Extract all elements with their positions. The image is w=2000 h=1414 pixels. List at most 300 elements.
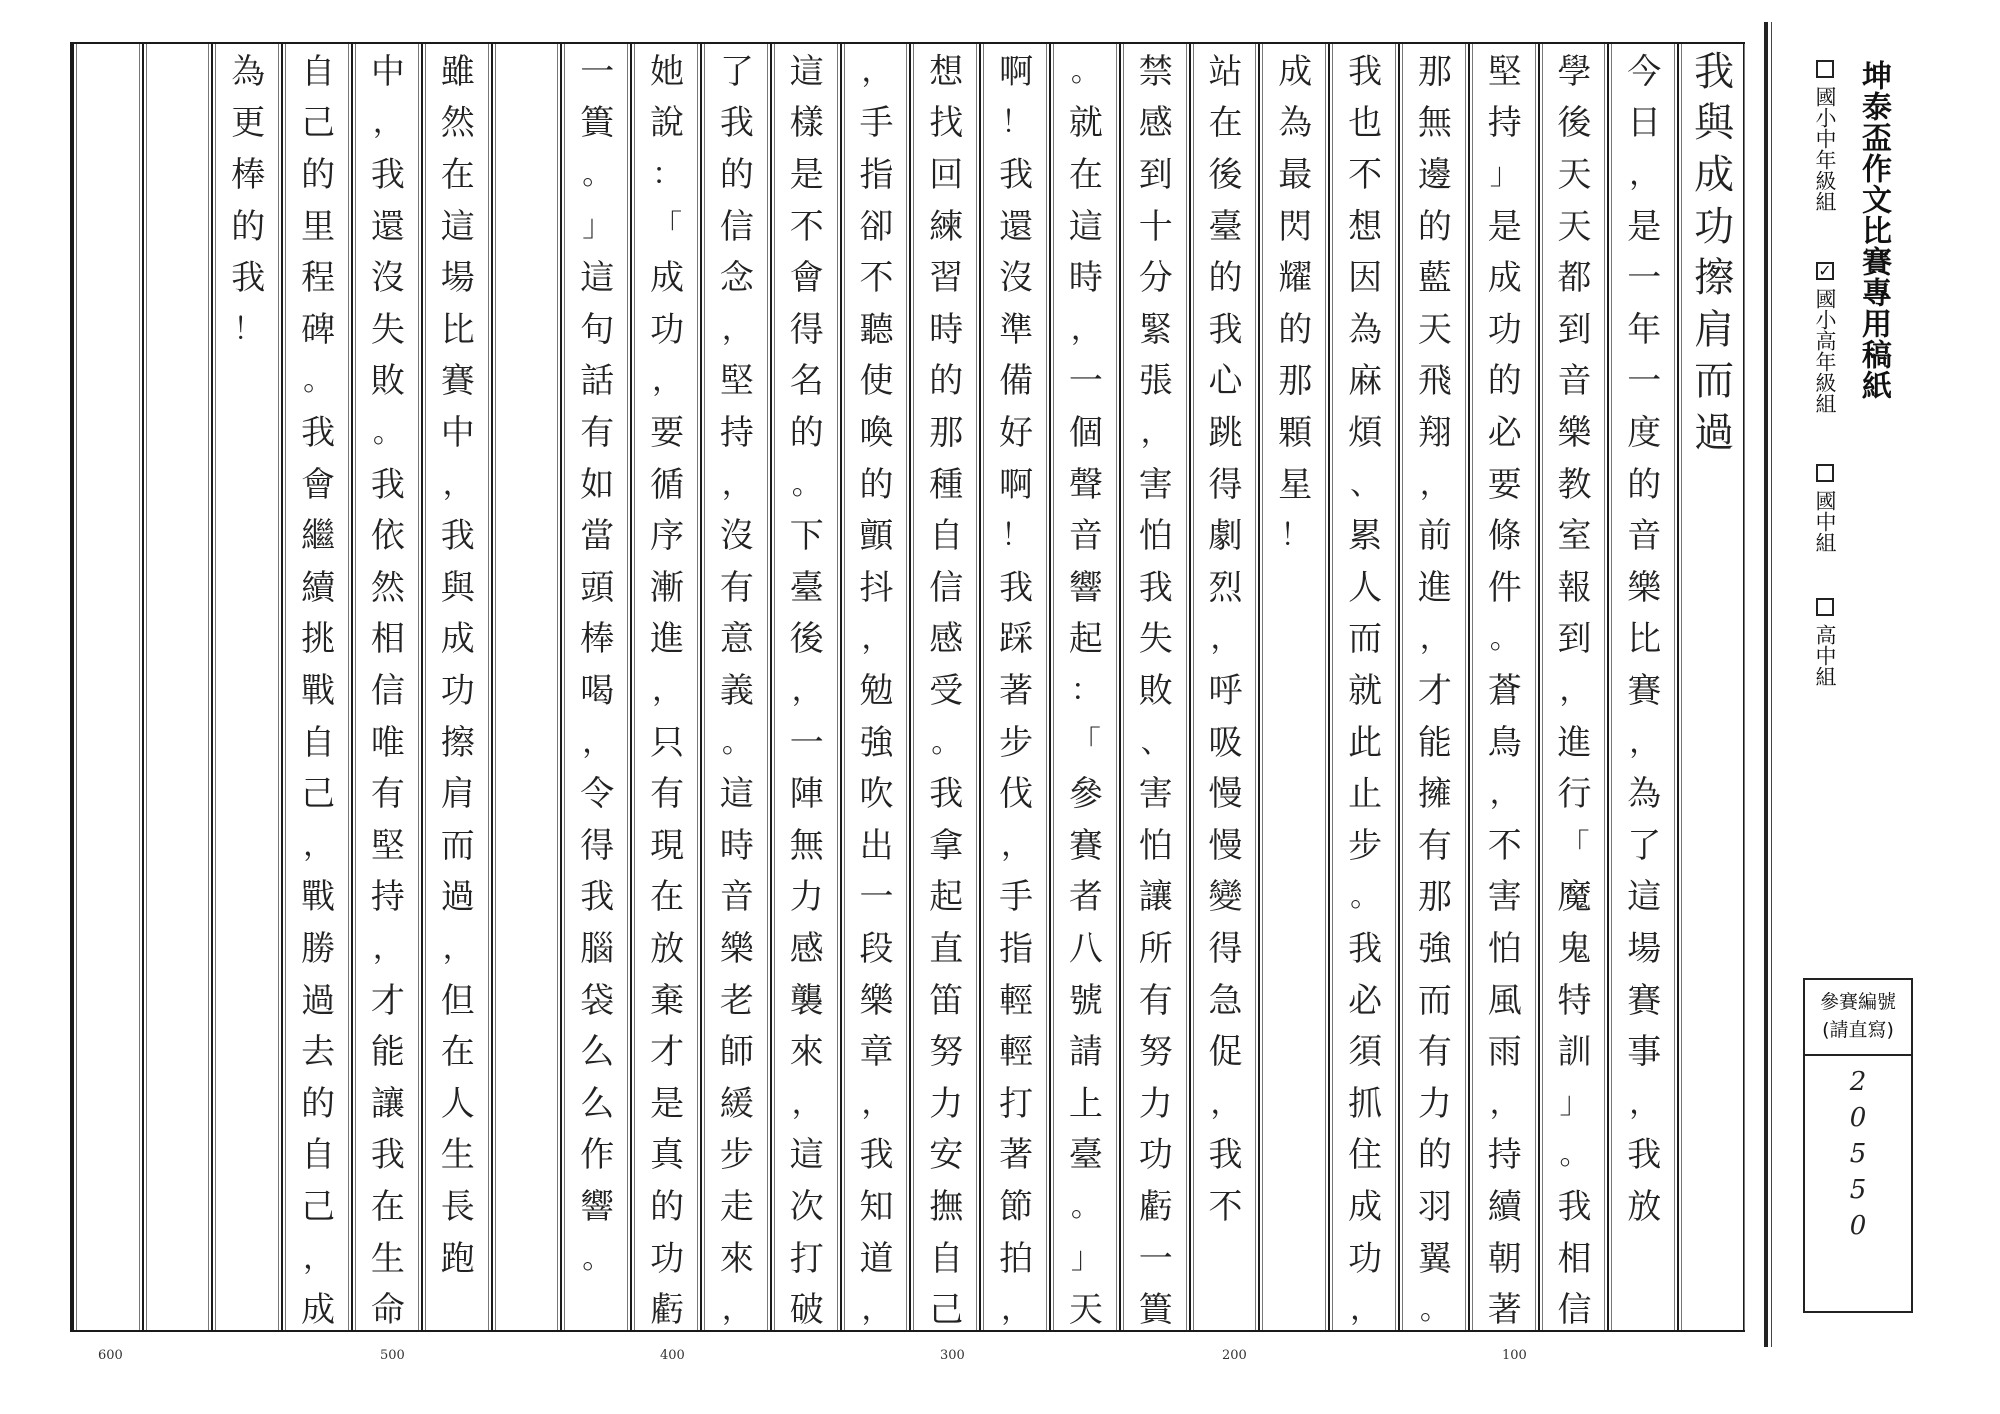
character-cell: 才 bbox=[370, 980, 405, 1021]
character-cell: 與 bbox=[440, 567, 475, 608]
character-cell: 練 bbox=[929, 206, 964, 247]
character-cell: 信 bbox=[929, 567, 964, 608]
character-cell: 有 bbox=[719, 567, 754, 608]
character-cell: 我 bbox=[370, 464, 405, 505]
character-cell: 。 bbox=[721, 724, 752, 760]
character-cell: 努 bbox=[1138, 1032, 1173, 1073]
character-cell: 年 bbox=[1627, 309, 1662, 350]
scale-label: 400 bbox=[660, 1348, 685, 1363]
character-cell: 抖 bbox=[859, 567, 894, 608]
character-cell: 要 bbox=[1487, 464, 1522, 505]
character-cell: ， bbox=[1210, 1085, 1241, 1121]
character-cell: 的 bbox=[301, 154, 336, 195]
character-cell: ， bbox=[1489, 1085, 1520, 1121]
character-cell: 我 bbox=[859, 1135, 894, 1176]
character-cell: 時 bbox=[719, 825, 754, 866]
character-cell: 。 bbox=[1489, 621, 1520, 657]
checkbox-senior-high[interactable] bbox=[1816, 598, 1834, 616]
character-cell: 了 bbox=[1627, 825, 1662, 866]
character-cell: 十 bbox=[1138, 206, 1173, 247]
character-cell: 我 bbox=[580, 877, 615, 918]
character-cell: 的 bbox=[1208, 258, 1243, 299]
character-cell: 持 bbox=[370, 877, 405, 918]
character-cell: 著 bbox=[999, 1135, 1034, 1176]
character-cell: 不 bbox=[1348, 154, 1383, 195]
character-cell: 樂 bbox=[1557, 412, 1592, 453]
character-cell: 我 bbox=[1557, 1186, 1592, 1227]
character-cell: 習 bbox=[929, 258, 964, 299]
character-cell: 必 bbox=[1487, 412, 1522, 453]
character-cell: 破 bbox=[789, 1290, 824, 1331]
character-cell: 也 bbox=[1348, 103, 1383, 144]
character-cell: 的 bbox=[301, 1083, 336, 1124]
character-cell: 變 bbox=[1208, 877, 1243, 918]
character-cell: 然 bbox=[440, 103, 475, 144]
character-cell: 無 bbox=[789, 825, 824, 866]
character-cell: 功 bbox=[1694, 203, 1735, 250]
character-cell: 而 bbox=[1694, 358, 1735, 405]
entry-number-value bbox=[1805, 1064, 1911, 1244]
character-cell: 的 bbox=[859, 464, 894, 505]
character-cell: 著 bbox=[999, 670, 1034, 711]
character-cell: 成 bbox=[1487, 258, 1522, 299]
character-cell: 來 bbox=[789, 1032, 824, 1073]
character-cell: 促 bbox=[1208, 1032, 1243, 1073]
character-cell: 比 bbox=[440, 309, 475, 350]
character-cell: 雖 bbox=[440, 51, 475, 92]
character-cell: 擦 bbox=[1694, 255, 1735, 302]
character-cell: 為 bbox=[231, 51, 266, 92]
character-cell: 那 bbox=[1278, 361, 1313, 402]
character-cell: 但 bbox=[440, 980, 475, 1021]
entry-number-digit: 5 bbox=[1849, 1139, 1867, 1169]
character-cell: 己 bbox=[301, 774, 336, 815]
character-cell: 才 bbox=[1417, 670, 1452, 711]
character-cell: 這 bbox=[789, 51, 824, 92]
character-cell: 。 bbox=[1559, 1137, 1590, 1173]
character-cell: 有 bbox=[370, 774, 405, 815]
character-cell: 得 bbox=[789, 309, 824, 350]
character-cell: 緩 bbox=[719, 1083, 754, 1124]
character-cell: 就 bbox=[1348, 670, 1383, 711]
character-cell: 笛 bbox=[929, 980, 964, 1021]
character-cell: 害 bbox=[1138, 464, 1173, 505]
character-cell: 緊 bbox=[1138, 309, 1173, 350]
character-cell: 還 bbox=[999, 206, 1034, 247]
character-cell: ， bbox=[1629, 156, 1660, 192]
character-cell: 我 bbox=[231, 258, 266, 299]
character-cell: 我 bbox=[1208, 309, 1243, 350]
character-cell: ， bbox=[442, 466, 473, 502]
character-cell: 就 bbox=[1068, 103, 1103, 144]
character-cell: ， bbox=[791, 1085, 822, 1121]
character-cell: 步 bbox=[1348, 825, 1383, 866]
column-guide-line bbox=[557, 44, 558, 1330]
character-cell: 能 bbox=[1417, 722, 1452, 763]
character-cell: 次 bbox=[789, 1186, 824, 1227]
character-cell: 煩 bbox=[1348, 412, 1383, 453]
character-cell: 力 bbox=[1417, 1083, 1452, 1124]
character-cell: 現 bbox=[650, 825, 685, 866]
character-cell: 功 bbox=[650, 309, 685, 350]
option-junior-high[interactable] bbox=[1810, 464, 1840, 553]
character-cell: 這 bbox=[719, 774, 754, 815]
character-cell: 句 bbox=[580, 309, 615, 350]
character-cell: 踩 bbox=[999, 619, 1034, 660]
character-cell: 力 bbox=[1138, 1083, 1173, 1124]
character-cell: 敗 bbox=[370, 361, 405, 402]
character-cell: 人 bbox=[440, 1083, 475, 1124]
checkbox-elementary-upper[interactable]: ✓ bbox=[1816, 262, 1834, 280]
character-cell: 打 bbox=[999, 1083, 1034, 1124]
manuscript-column bbox=[1607, 44, 1677, 1330]
character-cell: ， bbox=[721, 311, 752, 347]
character-cell: 這 bbox=[789, 1135, 824, 1176]
character-cell: 長 bbox=[440, 1186, 475, 1227]
character-cell: 是 bbox=[1627, 206, 1662, 247]
character-cell: 因 bbox=[1348, 258, 1383, 299]
manuscript-grid bbox=[70, 42, 1745, 1332]
character-cell: 音 bbox=[1627, 516, 1662, 557]
character-cell: ： bbox=[652, 156, 683, 192]
character-cell: ， bbox=[1210, 621, 1241, 657]
character-cell: 感 bbox=[929, 619, 964, 660]
character-cell: 不 bbox=[1487, 825, 1522, 866]
entry-number-label: 參賽編號 bbox=[1819, 991, 1896, 1014]
character-cell: 成 bbox=[301, 1290, 336, 1331]
character-cell: 己 bbox=[929, 1290, 964, 1331]
character-cell: 慢 bbox=[1208, 825, 1243, 866]
character-cell: 。 bbox=[1419, 1292, 1450, 1328]
character-cell: ， bbox=[1629, 1085, 1660, 1121]
option-label: 國小高年級組 bbox=[1813, 288, 1837, 414]
character-cell: 我 bbox=[1208, 1135, 1243, 1176]
character-cell: 響 bbox=[580, 1186, 615, 1227]
character-cell: 去 bbox=[301, 1032, 336, 1073]
character-cell: 、 bbox=[1350, 466, 1381, 502]
manuscript-column bbox=[630, 44, 700, 1330]
character-cell: ， bbox=[861, 53, 892, 89]
character-cell: 我 bbox=[301, 412, 336, 453]
character-cell: 人 bbox=[1348, 567, 1383, 608]
character-cell: 的 bbox=[650, 1186, 685, 1227]
character-cell: 的 bbox=[789, 412, 824, 453]
character-cell: 聽 bbox=[859, 309, 894, 350]
character-cell: 而 bbox=[440, 825, 475, 866]
character-cell: 我 bbox=[999, 154, 1034, 195]
character-cell: 。 bbox=[582, 1240, 613, 1276]
character-cell: 一 bbox=[580, 51, 615, 92]
character-cell: 如 bbox=[580, 464, 615, 505]
character-cell: ， bbox=[721, 1292, 752, 1328]
character-cell: 簣 bbox=[1138, 1290, 1173, 1331]
character-cell: 響 bbox=[1068, 567, 1103, 608]
character-cell: 中 bbox=[370, 51, 405, 92]
character-cell: ！ bbox=[1001, 518, 1032, 554]
character-cell: 么 bbox=[580, 1032, 615, 1073]
character-cell: 卻 bbox=[859, 206, 894, 247]
character-cell: ， bbox=[1140, 414, 1171, 450]
character-cell: 能 bbox=[370, 1032, 405, 1073]
character-cell: 啊 bbox=[999, 464, 1034, 505]
character-cell: 翔 bbox=[1417, 412, 1452, 453]
character-cell: 想 bbox=[1348, 206, 1383, 247]
manuscript-column bbox=[909, 44, 979, 1330]
character-cell: 準 bbox=[999, 309, 1034, 350]
character-cell: 有 bbox=[580, 412, 615, 453]
character-cell: 急 bbox=[1208, 980, 1243, 1021]
character-cell: 沒 bbox=[999, 258, 1034, 299]
character-cell: 要 bbox=[650, 412, 685, 453]
character-cell: 到 bbox=[1138, 154, 1173, 195]
character-cell: 念 bbox=[719, 258, 754, 299]
manuscript-column bbox=[1677, 44, 1747, 1330]
character-cell: 生 bbox=[370, 1238, 405, 1279]
manuscript-column bbox=[560, 44, 630, 1330]
character-cell: 」 bbox=[1070, 1240, 1101, 1276]
character-cell: 感 bbox=[789, 928, 824, 969]
character-cell: 她 bbox=[650, 51, 685, 92]
character-cell: 禁 bbox=[1138, 51, 1173, 92]
character-cell: 吸 bbox=[1208, 722, 1243, 763]
character-cell: ， bbox=[1419, 621, 1450, 657]
character-cell: 音 bbox=[719, 877, 754, 918]
character-cell: 樂 bbox=[859, 980, 894, 1021]
manuscript-column bbox=[491, 44, 561, 1330]
checkbox-elementary-middle[interactable] bbox=[1816, 60, 1834, 78]
option-senior-high[interactable] bbox=[1810, 598, 1840, 687]
character-cell: 意 bbox=[719, 619, 754, 660]
character-cell: 持 bbox=[719, 412, 754, 453]
character-cell: 上 bbox=[1068, 1083, 1103, 1124]
character-cell: 己 bbox=[301, 103, 336, 144]
character-cell: 會 bbox=[301, 464, 336, 505]
option-elementary-middle[interactable] bbox=[1810, 60, 1840, 212]
character-cell: 場 bbox=[440, 258, 475, 299]
character-cell: 我 bbox=[1348, 51, 1383, 92]
character-cell: 拍 bbox=[999, 1238, 1034, 1279]
character-cell: 在 bbox=[650, 877, 685, 918]
character-cell: 魔 bbox=[1557, 877, 1592, 918]
character-cell: 失 bbox=[1138, 619, 1173, 660]
character-cell: 賽 bbox=[1068, 825, 1103, 866]
character-cell: 學 bbox=[1557, 51, 1592, 92]
character-cell: 真 bbox=[650, 1135, 685, 1176]
character-cell: 章 bbox=[859, 1032, 894, 1073]
character-cell: 藍 bbox=[1417, 258, 1452, 299]
character-cell: ， bbox=[791, 672, 822, 708]
entry-number-digit: 2 bbox=[1849, 1067, 1867, 1097]
character-cell: 而 bbox=[1348, 619, 1383, 660]
character-cell: 手 bbox=[999, 877, 1034, 918]
character-cell: 這 bbox=[440, 206, 475, 247]
option-elementary-upper[interactable] bbox=[1810, 262, 1840, 414]
character-cell: 戰 bbox=[301, 670, 336, 711]
character-cell: 止 bbox=[1348, 774, 1383, 815]
character-cell: 場 bbox=[1627, 928, 1662, 969]
character-cell: 八 bbox=[1068, 928, 1103, 969]
character-cell: 信 bbox=[719, 206, 754, 247]
character-cell: 輕 bbox=[999, 1032, 1034, 1073]
character-cell: 臺 bbox=[1068, 1135, 1103, 1176]
character-cell: 直 bbox=[929, 928, 964, 969]
manuscript-column bbox=[72, 44, 142, 1330]
character-cell: 我 bbox=[370, 1135, 405, 1176]
character-cell: 須 bbox=[1348, 1032, 1383, 1073]
character-cell: 是 bbox=[650, 1083, 685, 1124]
manuscript-column bbox=[351, 44, 421, 1330]
character-cell: 失 bbox=[370, 309, 405, 350]
character-cell: 肩 bbox=[1694, 306, 1735, 353]
character-cell: 碑 bbox=[301, 309, 336, 350]
character-cell: 的 bbox=[1278, 309, 1313, 350]
character-cell: 怕 bbox=[1138, 825, 1173, 866]
character-cell: 賽 bbox=[440, 361, 475, 402]
character-cell: 的 bbox=[1417, 206, 1452, 247]
margin-rule-thin bbox=[1771, 22, 1772, 1347]
character-cell: 讓 bbox=[370, 1083, 405, 1124]
character-cell: 敗 bbox=[1138, 670, 1173, 711]
character-cell: 回 bbox=[929, 154, 964, 195]
character-cell: 星 bbox=[1278, 464, 1313, 505]
character-cell: ！ bbox=[1280, 518, 1311, 554]
character-cell: 害 bbox=[1487, 877, 1522, 918]
character-cell: 與 bbox=[1694, 100, 1735, 147]
character-cell: ， bbox=[442, 930, 473, 966]
character-cell: 成 bbox=[1348, 1186, 1383, 1227]
character-cell: 我 bbox=[999, 567, 1034, 608]
character-cell: 顆 bbox=[1278, 412, 1313, 453]
character-cell: 持 bbox=[1487, 1135, 1522, 1176]
manuscript-column bbox=[1538, 44, 1608, 1330]
option-label: 國小中年級組 bbox=[1813, 86, 1837, 212]
character-cell: 陣 bbox=[789, 774, 824, 815]
manuscript-column bbox=[281, 44, 351, 1330]
character-cell: ， bbox=[1070, 311, 1101, 347]
character-cell: 在 bbox=[370, 1186, 405, 1227]
character-cell: 么 bbox=[580, 1083, 615, 1124]
entry-number-header bbox=[1805, 980, 1911, 1056]
form-title: 坤泰盃作文比賽專用稿紙 bbox=[1856, 60, 1891, 401]
character-cell: 我 bbox=[1627, 1135, 1662, 1176]
character-cell: 肩 bbox=[440, 774, 475, 815]
character-cell: 成 bbox=[1694, 151, 1735, 198]
character-cell: 音 bbox=[1068, 516, 1103, 557]
entry-number-instruction: (請直寫) bbox=[1822, 1019, 1894, 1041]
character-cell: 分 bbox=[1138, 258, 1173, 299]
character-cell: 後 bbox=[789, 619, 824, 660]
character-cell: 報 bbox=[1557, 567, 1592, 608]
character-cell: 今 bbox=[1627, 51, 1662, 92]
character-cell: 自 bbox=[301, 722, 336, 763]
character-cell: 一 bbox=[1138, 1238, 1173, 1279]
character-cell: 頭 bbox=[580, 567, 615, 608]
character-cell: 一 bbox=[1627, 258, 1662, 299]
character-cell: 事 bbox=[1627, 1032, 1662, 1073]
character-cell: 令 bbox=[580, 774, 615, 815]
character-cell: 最 bbox=[1278, 154, 1313, 195]
character-cell: 行 bbox=[1557, 774, 1592, 815]
character-cell: ， bbox=[1419, 466, 1450, 502]
character-cell: 勉 bbox=[859, 670, 894, 711]
character-cell: 在 bbox=[440, 1032, 475, 1073]
character-cell: 持 bbox=[1487, 103, 1522, 144]
character-cell: 擦 bbox=[440, 722, 475, 763]
character-cell: 必 bbox=[1348, 980, 1383, 1021]
character-cell: 棒 bbox=[580, 619, 615, 660]
character-cell: 後 bbox=[1557, 103, 1592, 144]
character-cell: 指 bbox=[999, 928, 1034, 969]
character-cell: 室 bbox=[1557, 516, 1592, 557]
character-cell: 起 bbox=[929, 877, 964, 918]
character-cell: 來 bbox=[719, 1238, 754, 1279]
character-cell: 我 bbox=[1138, 567, 1173, 608]
character-cell: 站 bbox=[1208, 51, 1243, 92]
manuscript-column bbox=[1468, 44, 1538, 1330]
character-cell: 」 bbox=[582, 208, 613, 244]
character-cell: 簣 bbox=[580, 103, 615, 144]
character-cell: 續 bbox=[301, 567, 336, 608]
character-cell: 勝 bbox=[301, 928, 336, 969]
scale-label: 300 bbox=[940, 1348, 965, 1363]
character-cell: 話 bbox=[580, 361, 615, 402]
character-cell: 一 bbox=[789, 722, 824, 763]
character-cell: 號 bbox=[1068, 980, 1103, 1021]
character-cell: 步 bbox=[999, 722, 1034, 763]
character-cell: 中 bbox=[440, 412, 475, 453]
manuscript-column bbox=[421, 44, 491, 1330]
character-cell: 張 bbox=[1138, 361, 1173, 402]
character-cell: 。 bbox=[1070, 1188, 1101, 1224]
character-cell: 天 bbox=[1557, 154, 1592, 195]
character-cell: 。 bbox=[372, 414, 403, 450]
character-cell: 我 bbox=[719, 103, 754, 144]
character-cell: 相 bbox=[370, 619, 405, 660]
scale-label: 100 bbox=[1502, 1348, 1527, 1363]
character-cell: 打 bbox=[789, 1238, 824, 1279]
character-cell: 進 bbox=[1557, 722, 1592, 763]
character-cell: 天 bbox=[1068, 1290, 1103, 1331]
character-cell: 前 bbox=[1417, 516, 1452, 557]
character-cell: 漸 bbox=[650, 567, 685, 608]
character-cell: 件 bbox=[1487, 567, 1522, 608]
character-cell: 強 bbox=[1417, 928, 1452, 969]
character-cell: 特 bbox=[1557, 980, 1592, 1021]
character-cell: 的 bbox=[1417, 1135, 1452, 1176]
character-cell: 賽 bbox=[1627, 670, 1662, 711]
character-cell: 。 bbox=[582, 156, 613, 192]
character-cell: 功 bbox=[1138, 1135, 1173, 1176]
character-cell: 時 bbox=[1068, 258, 1103, 299]
character-cell: 不 bbox=[859, 258, 894, 299]
checkbox-junior-high[interactable] bbox=[1816, 464, 1834, 482]
character-cell: 袋 bbox=[580, 980, 615, 1021]
character-cell: 在 bbox=[1208, 103, 1243, 144]
character-cell: 日 bbox=[1627, 103, 1662, 144]
character-cell: 到 bbox=[1557, 309, 1592, 350]
character-cell: 後 bbox=[1208, 154, 1243, 195]
character-cell: ， bbox=[652, 363, 683, 399]
character-cell: 努 bbox=[929, 1032, 964, 1073]
character-cell: 力 bbox=[929, 1083, 964, 1124]
character-cell: 抓 bbox=[1348, 1083, 1383, 1124]
character-cell: 樂 bbox=[1627, 567, 1662, 608]
character-cell: 受 bbox=[929, 670, 964, 711]
character-cell: 只 bbox=[650, 722, 685, 763]
character-cell: 有 bbox=[1138, 980, 1173, 1021]
character-cell: 想 bbox=[929, 51, 964, 92]
character-cell: 。 bbox=[931, 724, 962, 760]
